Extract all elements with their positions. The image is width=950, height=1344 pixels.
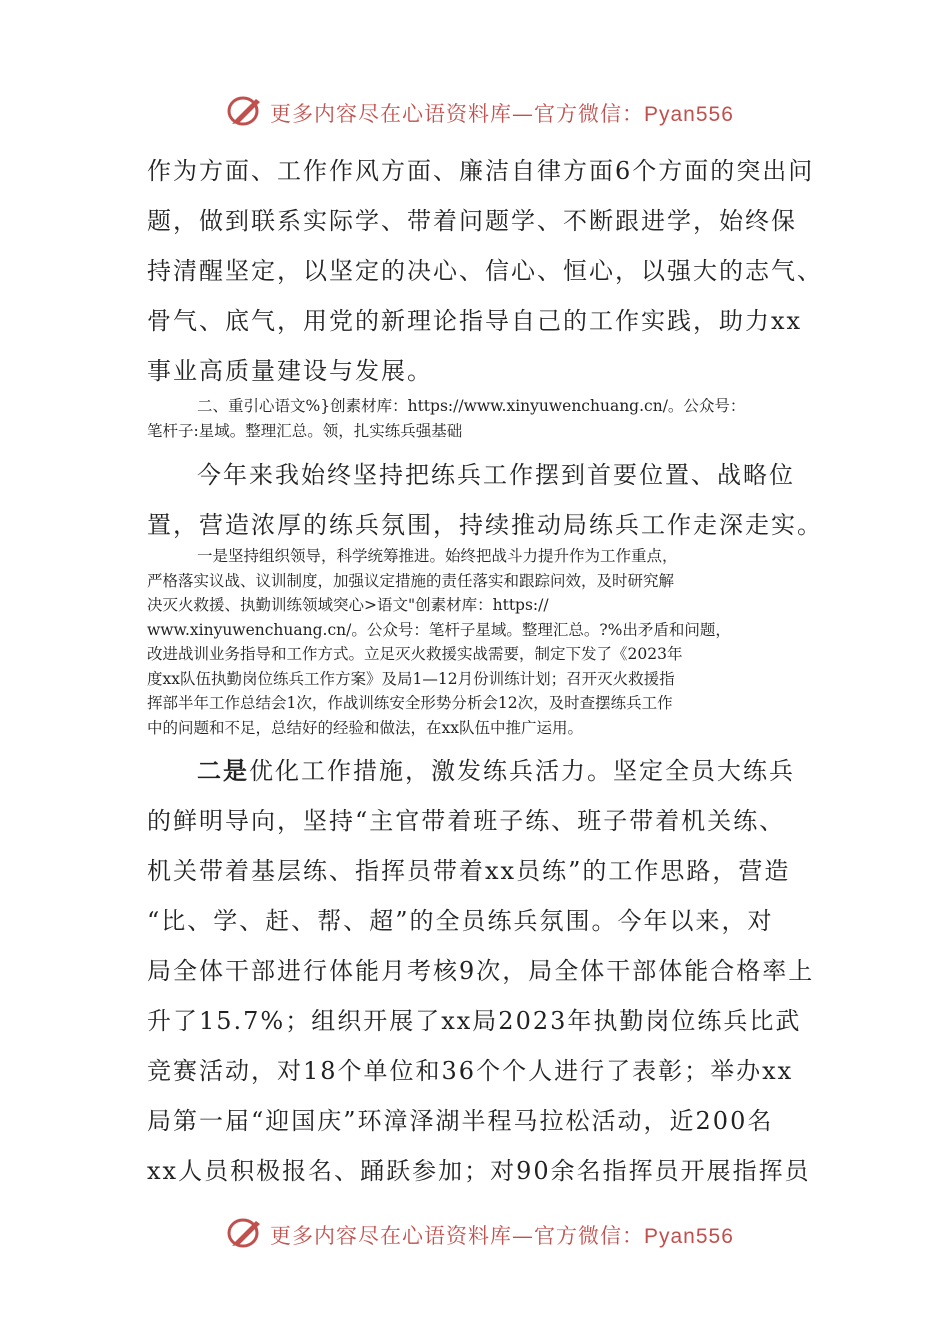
text-line: 升了15.7%；组织开展了xx局2023年执勤岗位练兵比武 [147,1007,802,1035]
text-line: 今年来我始终坚持把练兵工作摆到首要位置、战略位 [197,461,795,489]
text-line: xx人员积极报名、踊跃参加；对90余名指挥员开展指挥员 [147,1157,811,1185]
paragraph-4 [147,544,807,740]
watermark-label: 更多内容尽在心语资料库—官方微信： [270,1224,644,1248]
pen-circle-icon [226,1216,264,1250]
watermark-wechat-id: Pyan556 [644,1225,734,1248]
text-line: 作为方面、工作作风方面、廉洁自律方面6个方面的突出问 [147,157,815,185]
lead-rest: 优化工作措施，激发练兵活力。坚定全员大练兵 [249,757,795,785]
text-line: 度xx队伍执勤岗位练兵工作方案》及局1—12月份训练计划；召开灭火救援指 [147,669,675,688]
watermark-label: 更多内容尽在心语资料库—官方微信： [270,102,644,126]
text-line: 事业高质量建设与发展。 [147,357,433,385]
text-line: 置，营造浓厚的练兵氛围，持续推动局练兵工作走深走实。 [147,511,823,539]
text-line: 中的问题和不足，总结好的经验和做法，在xx队伍中推广运用。 [147,718,583,737]
text-line: 决灭火救援、执勤训练领域突心>语文"创素材库：https:// [147,596,549,614]
paragraph-1 [147,146,823,396]
text-line: 题，做到联系实际学、带着问题学、不断跟进学，始终保 [147,207,797,235]
text-line: 局第一届“迎国庆”环漳泽湖半程马拉松活动，近200名 [147,1107,774,1135]
section-heading-2 [147,394,807,443]
text-line: “比、学、赶、帮、超”的全员练兵氛围。今年以来，对 [147,907,774,935]
pen-circle-icon [226,94,264,128]
text-line: 机关带着基层练、指挥员带着xx员练”的工作思路，营造 [147,857,791,885]
text-line: 严格落实议战、议训制度，加强议定措施的责任落实和跟踪问效，及时研究解 [147,571,675,590]
text-line: www.xinyuwenchuang.cn/。公众号：笔杆子星域。整理汇总。?%出矛盾和问题， [147,620,731,639]
text-line: 骨气、底气，用党的新理论指导自己的工作实践，助力xx [147,307,803,335]
paragraph-5 [147,746,815,1196]
text-line: 二、重引心语文%}创素材库：https://www.xinyuwenchuang.cn/。公众号： [197,397,746,415]
watermark-banner-top [0,92,950,132]
text-line: 改进战训业务指导和工作方式。立足灭火救援实战需要，制定下发了《2023年 [147,645,683,663]
text-line: 竞赛活动，对18个单位和36个个人进行了表彰；举办xx [147,1057,794,1085]
lead-bold: 二是 [197,756,249,785]
text-line: 的鲜明导向，坚持“主官带着班子练、班子带着机关练、 [147,807,786,835]
watermark-text [270,1220,734,1250]
text-line: 挥部半年工作总结会1次，作战训练安全形势分析会12次，及时查摆练兵工作 [147,694,673,712]
text-line: 局全体干部进行体能月考核9次，局全体干部体能合格率上 [147,957,815,985]
text-line: 一是坚持组织领导，科学统筹推进。始终把战斗力提升作为工作重点， [197,547,678,565]
paragraph-3 [147,450,823,550]
text-line: 持清醒坚定，以坚定的决心、信心、恒心，以强大的志气、 [147,257,823,285]
watermark-banner-bottom [0,1214,950,1254]
watermark-wechat-id: Pyan556 [644,103,734,126]
text-line: 笔杆子:星域。整理汇总。领，扎实练兵强基础 [147,421,463,440]
text-line-lead [147,746,807,796]
watermark-text [270,98,734,128]
